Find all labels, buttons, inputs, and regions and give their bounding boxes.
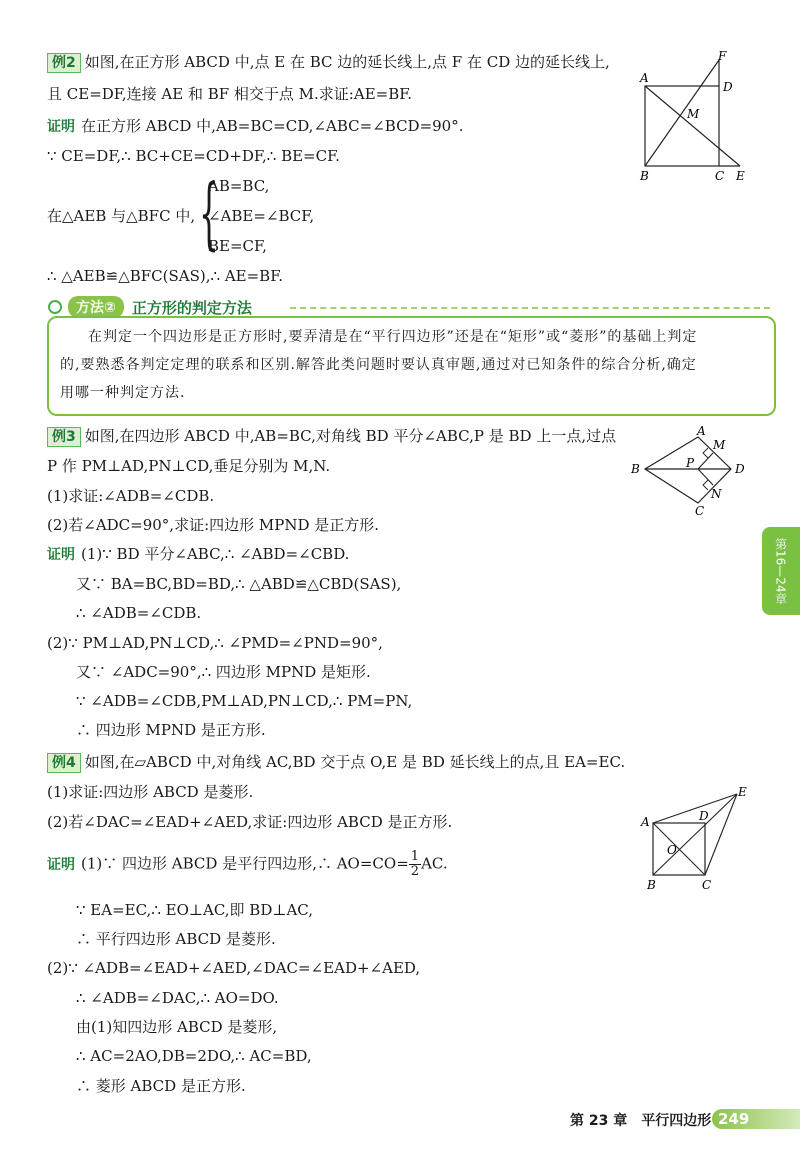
method-text-2: 的,要熟悉各判定定理的联系和区别.解答此类问题时要认真审题,通过对已知条件的综合分析,确定 [60,357,697,373]
label-f: F [718,49,727,63]
ex2-proof-line2: ∵ CE=DF,∴ BC+CE=CD+DF,∴ BE=CF. [47,147,340,165]
method-pill: 方法② [68,296,124,318]
ex4-proof-line7: ∴ AC=2AO,DB=2DO,∴ AC=BD, [76,1047,312,1065]
ex3-question-line2: P 作 PM⊥AD,PN⊥CD,垂足分别为 M,N. [47,457,331,475]
label-o: O [667,843,677,857]
label-e: E [736,169,745,183]
ex2-question-line2: 且 CE=DF,连接 AE 和 BF 相交于点 M.求证:AE=BF. [47,85,413,103]
ex3-tag: 例3 [47,427,81,447]
ex2-system-2: ∠ABE=∠BCF, [208,207,315,225]
label-c: C [695,504,705,518]
ex4-proof-line2: ∵ EA=EC,∴ EO⊥AC,即 BD⊥AC, [76,901,313,919]
proof-label: 证明 [47,856,75,873]
ex2-figure [630,48,755,183]
footer-chapter: 第 23 章 平行四边形 [570,1113,712,1129]
ex3-proof-line7: ∴ 四边形 MPND 是正方形. [76,721,266,739]
label-a: A [697,425,706,438]
ex4-proof-line8: ∴ 菱形 ABCD 是正方形. [76,1077,246,1095]
ex4-question-line1: 例4 如图,在▱ABCD 中,对角线 AC,BD 交于点 O,E 是 BD 延长线上的点,且 EA=EC. [47,752,625,773]
label-b: B [631,462,640,476]
ex4-tag: 例4 [47,753,81,773]
ex3-question-line1: 例3 如图,在四边形 ABCD 中,AB=BC,对角线 BD 平分∠ABC,P 是 BD 上一点,过点 [47,426,616,447]
method-header [48,296,252,318]
label-d: D [699,809,709,823]
label-b: B [640,169,649,183]
header-divider [290,307,770,309]
fraction-half: $\frac{1}{2}$ [410,849,420,879]
page-number: 249 [712,1109,800,1129]
ex4-proof-line5: ∴ ∠ADB=∠DAC,∴ AO=DO. [76,989,279,1007]
method-text-3: 用哪一种判定方法. [60,385,186,401]
ex2-question-line1: 例2 如图,在正方形 ABCD 中,点 E 在 BC 边的延长线上,点 F 在 CD 边的延长线上, [47,52,610,73]
ex3-proof-line4: (2)∵ PM⊥AD,PN⊥CD,∴ ∠PMD=∠PND=90°, [47,634,383,652]
ex4-proof-line6: 由(1)知四边形 ABCD 是菱形, [76,1018,278,1036]
label-b: B [647,878,656,892]
ex2-tag: 例2 [47,53,81,73]
ex3-proof-line3: ∴ ∠ADB=∠CDB. [76,604,202,622]
label-m: M [713,438,726,452]
label-a: A [640,71,649,85]
page-footer [0,1108,800,1132]
ex3-question-part2: (2)若∠ADC=90°,求证:四边形 MPND 是正方形. [47,516,380,534]
ex2-proof-line1: 证明 在正方形 ABCD 中,AB=BC=CD,∠ABC=∠BCD=90°. [47,117,464,135]
bullet-icon [48,300,62,314]
ex4-question-part1: (1)求证:四边形 ABCD 是菱形. [47,783,254,801]
label-m: M [687,107,700,121]
ex3-question-part1: (1)求证:∠ADB=∠CDB. [47,487,215,505]
ex4-proof-line4: (2)∵ ∠ADB=∠EAD+∠AED,∠DAC=∠EAD+∠AED, [47,959,421,977]
label-e: E [738,785,747,799]
method-title: 正方形的判定方法 [131,298,252,317]
ex3-proof-line2: 又∵ BA=BC,BD=BD,∴ △ABD≌△CBD(SAS), [76,575,402,593]
ex3-figure [625,425,760,520]
label-p: P [686,456,695,470]
ex4-proof-line3: ∴ 平行四边形 ABCD 是菱形. [76,930,276,948]
ex3-proof-line5: 又∵ ∠ADC=90°,∴ 四边形 MPND 是矩形. [76,663,371,681]
proof-label: 证明 [47,119,75,135]
ex4-proof-line1: 证明 (1)∵ 四边形 ABCD 是平行四边形,∴ AO=CO= $\frac{1}{2}$ AC. [47,849,448,879]
method-text-1: 在判定一个四边形是正方形时,要弄清是在“平行四边形”还是在“矩形”或“菱形”的基础上判定 [88,329,698,345]
ex2-system-1: AB=BC, [208,177,270,195]
chapter-side-tab: 第16—24章 [762,527,800,615]
ex2-in-triangles: 在△AEB 与△BFC 中, [47,207,196,225]
system-brace: { [199,169,219,259]
ex4-question-part2: (2)若∠DAC=∠EAD+∠AED,求证:四边形 ABCD 是正方形. [47,813,453,831]
ex3-proof-line6: ∵ ∠ADB=∠CDB,PM⊥AD,PN⊥CD,∴ PM=PN, [76,692,413,710]
ex4-figure [635,780,760,895]
label-n: N [711,487,722,501]
ex3-proof-line1: 证明 (1)∵ BD 平分∠ABC,∴ ∠ABD=∠CBD. [47,545,350,563]
label-c: C [702,878,712,892]
proof-label: 证明 [47,547,75,563]
ex2-system-3: BE=CF, [208,237,267,255]
label-c: C [715,169,725,183]
label-a: A [641,815,650,829]
label-d: D [735,462,745,476]
ex2-proof-conclusion: ∴ △AEB≌△BFC(SAS),∴ AE=BF. [47,267,284,285]
label-d: D [723,80,733,94]
